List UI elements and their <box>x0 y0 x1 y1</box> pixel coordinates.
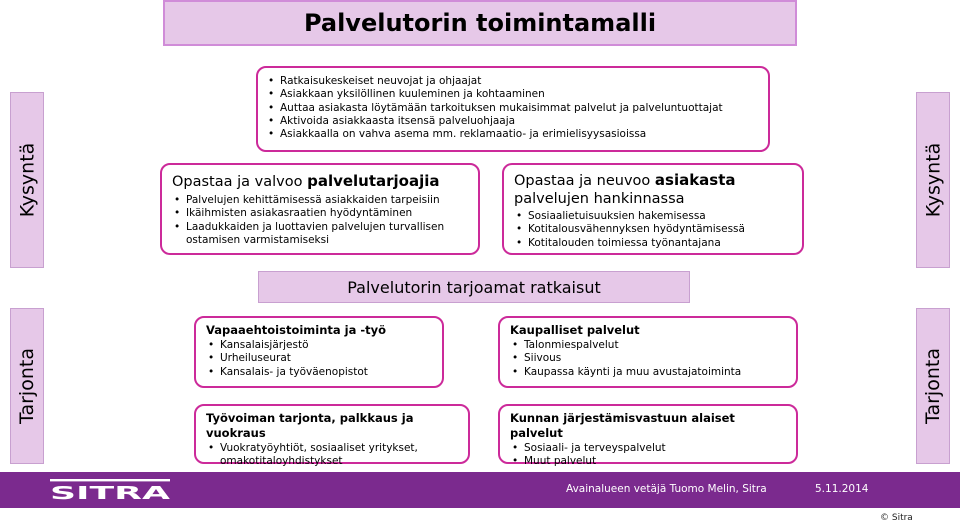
demand-label-left <box>10 92 44 268</box>
top-box-item: • Asiakkaan yksilöllinen kuuleminen ja kohtaaminen <box>266 88 760 101</box>
supply-label-left <box>10 308 44 464</box>
sitra-logo <box>48 479 172 501</box>
municipal-box <box>498 404 798 468</box>
commercial-heading: Kaupalliset palvelut <box>510 323 640 337</box>
supply-label-left-text: Tarjonta <box>16 348 38 424</box>
customer-heading-emphasis: asiakasta <box>654 171 736 189</box>
service-provider-heading-prefix: Opastaa ja valvoo <box>172 174 308 190</box>
service-provider-box <box>160 163 480 255</box>
municipal-item: • Muut palvelut <box>510 455 786 468</box>
commercial-item: • Talonmiespalvelut <box>510 339 786 352</box>
top-box-item: • Aktivoida asiakkaasta itsensä palveluohjaaja <box>266 115 760 128</box>
service-provider-item: • Laadukkaiden ja luottavien palvelujen turvallisen ostamisen varmistamiseksi <box>172 221 468 248</box>
volunteer-box <box>194 316 444 388</box>
labour-item: • Vuokratyöyhtiöt, sosiaaliset yritykset, omakotitaloyhdistykset <box>206 442 458 469</box>
footer-bar <box>0 472 960 508</box>
top-box <box>256 66 770 152</box>
customer-box <box>502 163 804 255</box>
top-box-item: • Ratkaisukeskeiset neuvojat ja ohjaajat <box>266 75 760 88</box>
customer-item: • Kotitalouden toimiessa työnantajana <box>514 237 792 250</box>
labour-heading: Työvoiman tarjonta, palkkaus ja vuokraus <box>206 411 414 440</box>
customer-item: • Sosiaalietuisuuksien hakemisessa <box>514 210 792 223</box>
customer-heading-prefix: Opastaa ja neuvoo <box>514 173 655 189</box>
demand-label-right <box>916 92 950 268</box>
service-provider-item: • Palvelujen kehittämisessä asiakkaiden tarpeisiin <box>172 194 468 207</box>
copyright: © Sitra <box>880 513 913 523</box>
supply-label-right-text: Tarjonta <box>922 348 944 424</box>
volunteer-item: • Kansalaisjärjestö <box>206 339 432 352</box>
commercial-item: • Siivous <box>510 352 786 365</box>
volunteer-item: • Urheiluseurat <box>206 352 432 365</box>
service-provider-heading <box>172 172 468 191</box>
municipal-heading: Kunnan järjestämisvastuun alaiset palvelut <box>510 411 735 440</box>
footer-author: Avainalueen vetäjä Tuomo Melin, Sitra <box>566 483 767 495</box>
customer-heading-suffix: palvelujen hankinnassa <box>514 191 685 207</box>
footer-date: 5.11.2014 <box>815 483 869 495</box>
top-box-item: • Auttaa asiakasta löytämään tarkoituksen mukaisimmat palvelut ja palveluntuottajat <box>266 102 760 115</box>
customer-heading <box>514 171 792 208</box>
commercial-box <box>498 316 798 388</box>
volunteer-item: • Kansalais- ja työväenopistot <box>206 366 432 379</box>
service-provider-item: • Ikäihmisten asiakasraatien hyödyntäminen <box>172 207 468 220</box>
labour-box <box>194 404 470 468</box>
municipal-item: • Sosiaali- ja terveyspalvelut <box>510 442 786 455</box>
customer-item: • Kotitalousvähennyksen hyödyntämisessä <box>514 223 792 236</box>
demand-label-right-text: Kysyntä <box>922 142 945 218</box>
service-provider-heading-emphasis: palvelutarjoajia <box>307 172 440 190</box>
sitra-logo-text: SITRA <box>50 483 171 501</box>
volunteer-heading: Vapaaehtoistoiminta ja -työ <box>206 323 387 337</box>
solutions-title: Palvelutorin tarjoamat ratkaisut <box>258 271 690 303</box>
demand-label-left-text: Kysyntä <box>16 142 39 218</box>
page-title: Palvelutorin toimintamalli <box>163 0 797 46</box>
supply-label-right <box>916 308 950 464</box>
commercial-item: • Kaupassa käynti ja muu avustajatoiminta <box>510 366 786 379</box>
top-box-item: • Asiakkaalla on vahva asema mm. reklamaatio- ja erimielisyysasioissa <box>266 128 760 141</box>
